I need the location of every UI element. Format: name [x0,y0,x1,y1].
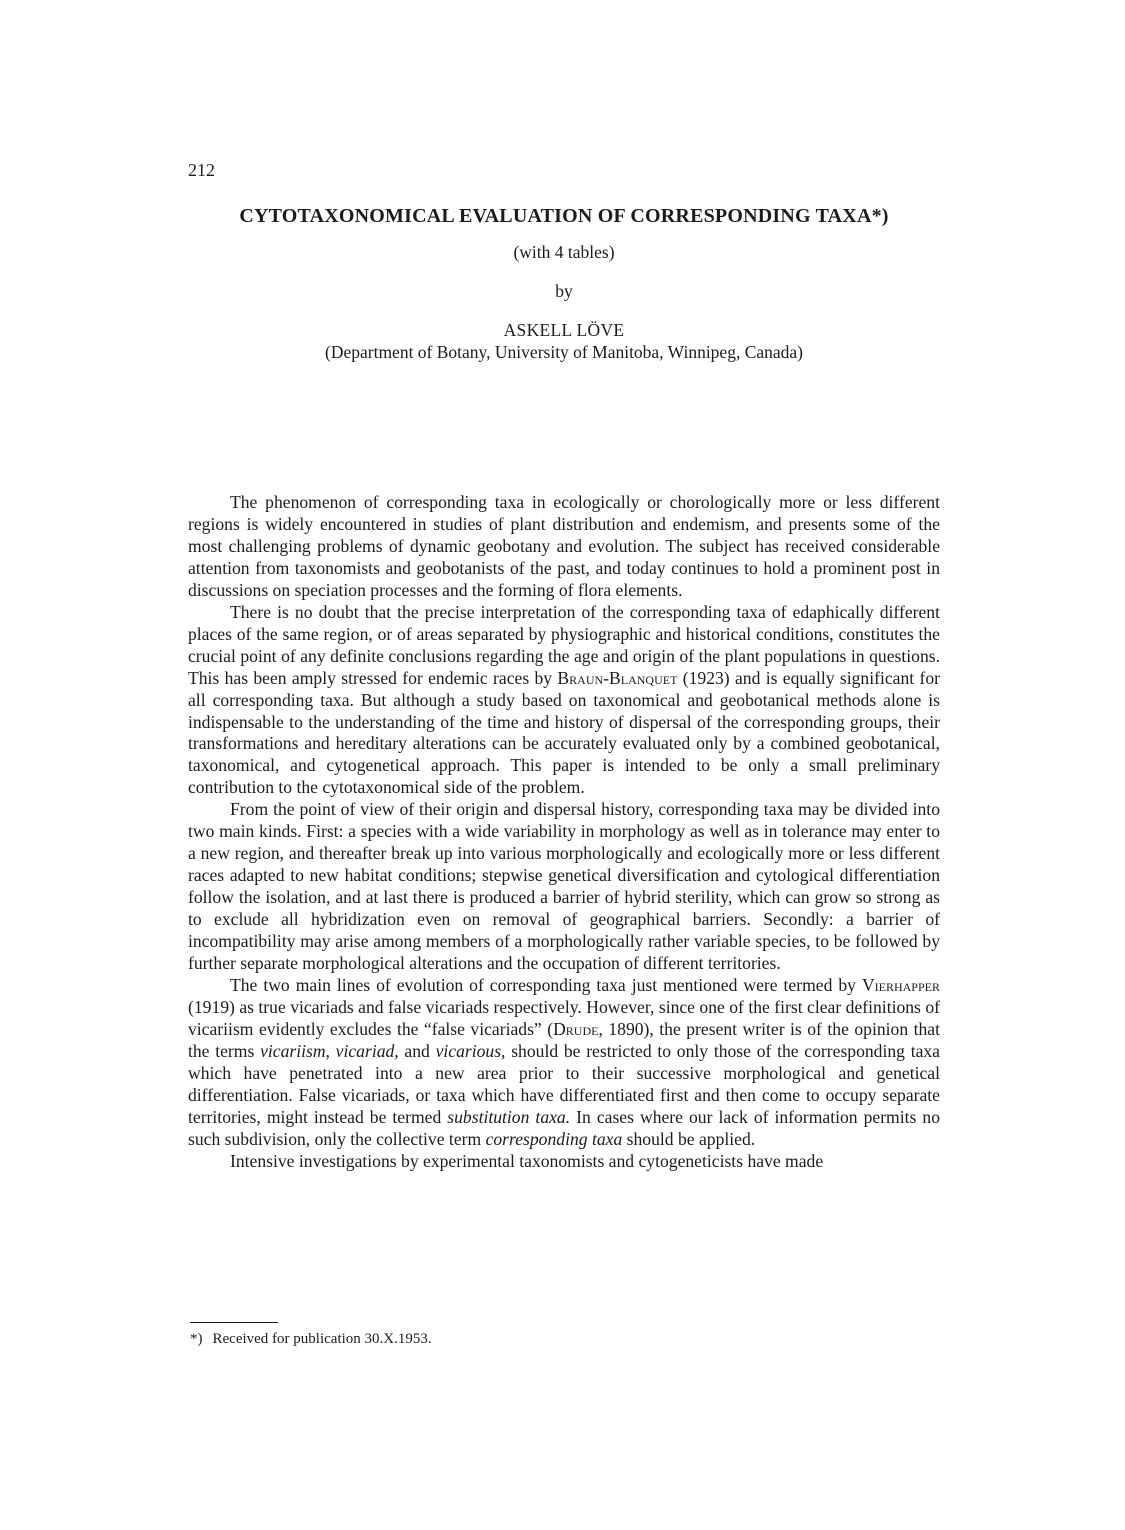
author-name: ASKELL LÖVE [503,320,625,340]
paragraph-2: There is no doubt that the precise interpretation of the corresponding taxa of edaphically different places of the same region, or of areas separated by physiographic and historical conditions, constitutes the crucial point of any definite conclusions regarding the age and origin of the plant populations in questions. This has been amply stressed for endemic races by Braun-Blanquet (1923) and is equally significant for all corresponding taxa. But although a study based on taxonomical and geobotanical methods alone is indispensable to the understanding of the time and history of dispersal of the corresponding groups, their transformations and hereditary alterations can be accurately evaluated only by a combined geobotanical, taxonomical, and cytogenetical approach. This paper is intended to be only a small preliminary contribution to the cytotaxonomical side of the problem. [188,601,941,798]
footnote [190,1331,432,1348]
citation-braun-blanquet: Braun-Blanquet [557,667,678,688]
page-number: 212 [188,160,215,180]
paragraph-3: From the point of view of their origin and dispersal history, corresponding taxa may be divided into two main kinds. First: a species with a wide variability in morphology as well as in tolerance may enter to a new region, and thereafter break up into various morphologically and ecologically more or less different races adapted to new habitat conditions; stepwise genetical diversification and cytological differentiation follow the isolation, and at last there is produced a barrier of hybrid sterility, which can grow so strong as to exclude all hybridization even on removal of geographical barriers. Secondly: a barrier of incompatibility may arise among members of a morphologically rather variable species, to be followed by further separate morphological alterations and the occupation of different territories. [188,799,940,974]
paragraph-4: The two main lines of evolution of corresponding taxa just mentioned were termed by Vierhapper (1919) as true vicariads and false vicariads respectively. However, since one of the first clear definitions of vicariism evidently excludes the “false vicariads” (Drude, 1890), the present writer is of the opinion that the terms vicariism, vicariad, and vicarious, should be restricted to only those of the corresponding taxa which have penetrated into a new area prior to their successive morphological and genetical differentiation. False vicariads, or taxa which have differentiated first and then come to occupy separate territories, might instead be termed substitution taxa. In cases where our lack of information permits no such subdivision, only the collective term corresponding taxa should be applied. [188,974,941,1149]
footnote-rule [190,1322,278,1323]
footnote-mark: *) [190,1331,203,1347]
article-header [188,205,940,363]
term-substitution-taxa: substitution taxa. [447,1106,571,1127]
term-corresponding-taxa: corresponding taxa [485,1128,623,1149]
byline-by: by [555,281,573,301]
article-body [188,492,940,1173]
paragraph-1: The phenomenon of corresponding taxa in ecologically or chorologically more or less different regions is widely encountered in studies of plant distribution and endemism, and presents some of the most challenging problems of dynamic geobotany and evolution. The subject has received considerable attention from taxonomists and geobotanists of the past, and today continues to hold a prominent post in discussions on speciation processes and the forming of flora elements. [188,492,940,600]
citation-drude: Drude [553,1018,599,1039]
footnote-text: Received for publication 30.X.1953. [212,1331,432,1347]
author-affiliation: (Department of Botany, University of Manitoba, Winnipeg, Canada) [325,342,803,362]
citation-vierhapper: Vierhapper [861,974,940,995]
term-vicariism: vicariism, vicariad, [260,1040,399,1061]
article-subtitle: (with 4 tables) [513,242,615,262]
term-vicarious: vicarious, [435,1040,506,1061]
paragraph-5: Intensive investigations by experimental taxonomists and cytogeneticists have made [230,1150,824,1171]
article-title: CYTOTAXONOMICAL EVALUATION OF CORRESPONDING TAXA*) [239,205,889,227]
